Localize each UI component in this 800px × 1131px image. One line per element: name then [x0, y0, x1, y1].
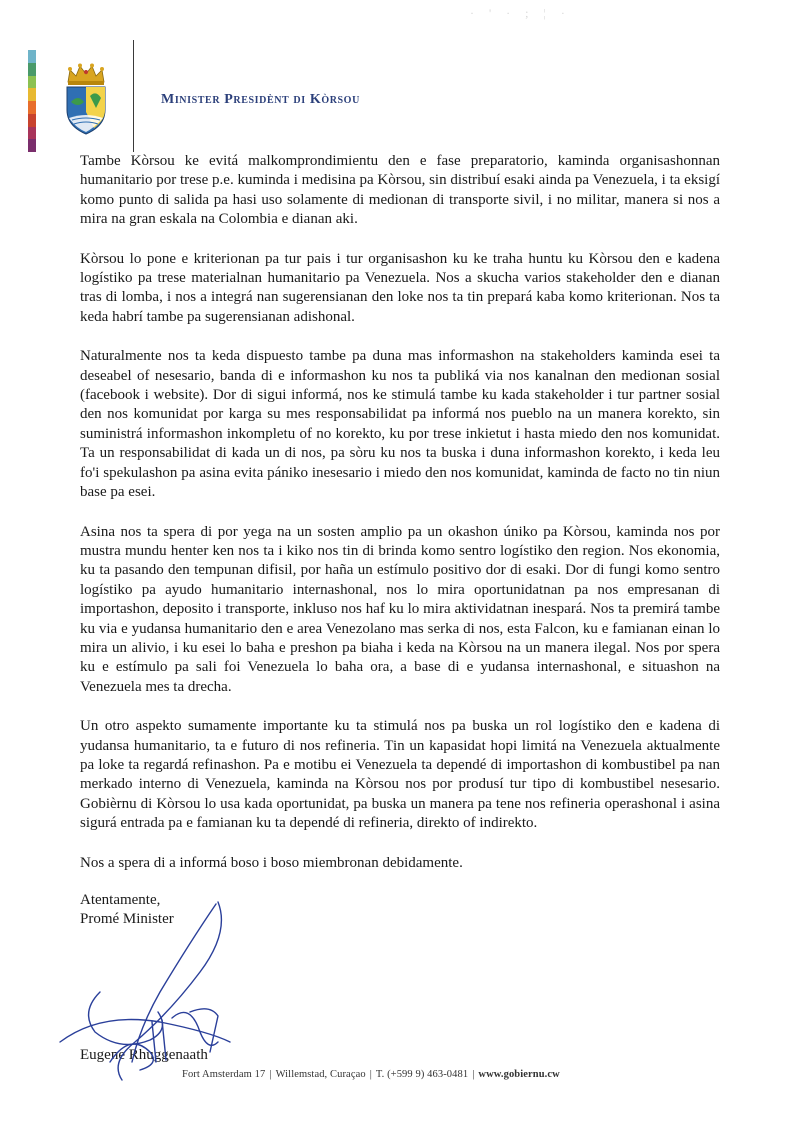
signer-name: Eugene Rhuggenaath [80, 1047, 208, 1063]
paragraph: Tambe Kòrsou ke evitá malkomprondimientu den e fase preparatorio, kaminda organisashonnan humanitario por trese p.e. kuminda i medisina pa Kòrsou, sin distribuí esaki ainda pa Venezuela, i ta eksigí komo punto di salida pa hasi uso solamente di medionan di transporte sivil, i no militar, manera si nos a mira na gran eskala na Colombia e dianan aki. [80, 153, 720, 228]
strip-band [28, 101, 36, 114]
coat-of-arms-icon [60, 62, 112, 136]
closing: Atentamente, [80, 892, 161, 908]
strip-band [28, 63, 36, 76]
footer-city: Willemstad, Curaçao [275, 1069, 366, 1080]
handwritten-signature [40, 892, 260, 1092]
paragraph: Naturalmente nos ta keda dispuesto tambe pa duna mas informashon na stakeholders kaminda esei ta deseabel of nesesario, banda di e informashon ku nos ta publiká via nos kanalnan den medionan sosial (facebook i website). Dor di sigui informá, nos ke stimulá tambe ku kada stakeholder i tur partner sosial den nos komunidat por karga su mes responsabilidat pa informá nos pueblo na un manera korekto, sin suministrá informashon inkompletu of no korekto, ku por trese inkietut i hasta miedo den nos komunidat. Ta un responsabilidat di kada un di nos, pa sòru ku nos ta buska i duna informashon korekto, i keda leu fo'i spekulashon pa asina evita pániko inesesario i miedo den nos komunidat, kaminda de facto no tin niun base pa esei. [80, 348, 720, 501]
header-divider [133, 40, 134, 152]
color-strip [28, 50, 36, 152]
strip-band [28, 127, 36, 140]
footer-phone: T. (+599 9) 463-0481 [375, 1069, 469, 1080]
paragraph: Asina nos ta spera di por yega na un sosten amplio pa un okashon úniko pa Kòrsou, kaminda nos por mustra mundu henter ken nos ta i kiko nos tin di brinda komo sentro logístiko den region. Nos ekonomia, ku ta pasando den tempunan difisil, por haña un estímulo positivo dor di esaki. Dor di fungi komo sentro logístiko pa ayudo humanitario internashonal, nos lo mira oportunidatnan pa nos empresanan di importashon, deposito i transporte, inkluso nos haf ku lo mira aktividatnan inespará. Nos ta premirá tambe ku via e yudansa humanitario den e area Venezolano mas serka di nos, esta Falcon, ku e famianan einan lo mira un alivio, i ku esei lo baha e preshon pa biaha i keda na Kòrsou na un manera ilegal. Nos por spera ku e estímulo pa sali foi Venezuela lo baha ora, a base di e yudansa internashonal, e situashon na Venezuela mes ta drecha. [80, 523, 720, 695]
footer-website-link[interactable]: www.gobiernu.cw [478, 1069, 560, 1080]
final-line: Nos a spera di a informá boso i boso miembronan debidamente. [80, 854, 463, 871]
strip-band [28, 139, 36, 152]
signer-role: Promé Minister [80, 911, 174, 928]
footer-separator: | [369, 1069, 372, 1080]
office-title: Minister Presidènt di Kòrsou [161, 92, 360, 107]
strip-band [28, 76, 36, 89]
footer-separator: | [269, 1069, 272, 1080]
scan-marks: · ' · ; ¦ · [470, 6, 571, 20]
footer-separator: | [472, 1069, 475, 1080]
footer-address: Fort Amsterdam 17 [182, 1069, 266, 1080]
paragraph: Kòrsou lo pone e kriterionan pa tur pais i tur organisashon ku ke traha huntu ku Kòrsou den e kadena logístiko pa trese materialnan humanitario pa Venezuela. Nos a skucha varios stakeholder den e dianan tras di lomba, i nos a integrá nan sugerensianan den loke nos ta tin prepará kaba komo kriterionan. Nos ta keda habrí tambe pa sugerensianan adishonal. [80, 250, 720, 325]
footer-contact [182, 1069, 560, 1080]
strip-band [28, 50, 36, 63]
strip-band [28, 114, 36, 127]
letter-body [80, 152, 720, 930]
paragraph: Un otro aspekto sumamente importante ku ta stimulá nos pa buska un rol logístiko den e kadena di yudansa humanitario, ta e futuro di nos refineria. Tin un kapasidat hopi limitá na Venezuela aktualmente pa loke ta regardá refinashon. Pa e motibu ei Venezuela ta dependé di importashon di kombustibel pa nan merkado interno di Venezuela, kaminda na Kòrsou nos por produsí tur tipo di kombustibel nesesario. Gobièrnu di Kòrsou lo usa kada oportunidat, pa buska un manera pa tene nos refineria operashonal i asina sigurá entrada pa e famianan ku ta dependé di refineria, direkto of indirekto. [80, 718, 720, 832]
strip-band [28, 88, 36, 101]
